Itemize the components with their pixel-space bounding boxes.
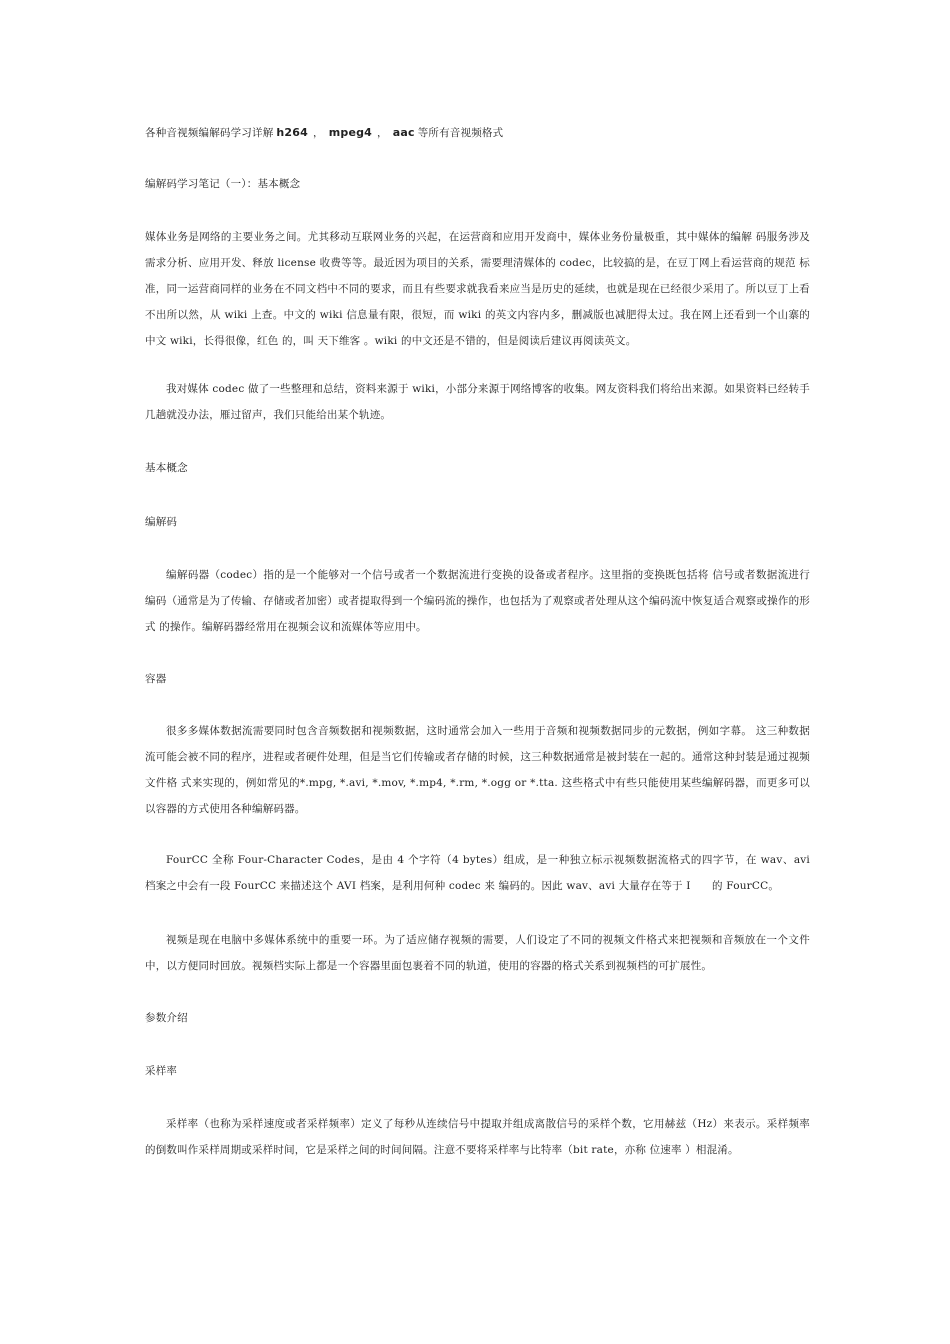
- document-title: [145, 120, 810, 146]
- title-mpeg4: mpeg4: [328, 126, 373, 139]
- paragraph-video: 视频是现在电脑中多媒体系统中的重要一环。为了适应储存视频的需要，人们设定了不同的视频文件格式来把视频和音频放在一个文件中，以方便同时回放。视频档实际上都是一个容器里面包裹着不同的轨道，使用的容器的格式关系到视频档的可扩展性。: [145, 934, 810, 972]
- title-aac: aac: [392, 126, 415, 139]
- title-comma-1: ，: [313, 127, 324, 139]
- paragraph-sources: 我对媒体 codec 做了一些整理和总结，资料来源于 wiki，小部分来源于网络博客的收集。网友资料我们将给出来源。如果资料已经转手几趟就没办法，雁过留声，我们只能给出某个轨迹。: [145, 383, 810, 421]
- title-suffix: 等所有音视频格式: [417, 127, 504, 139]
- document-subtitle: 编解码学习笔记（一）：基本概念: [145, 178, 301, 190]
- heading-basic-concepts: 基本概念: [145, 462, 188, 474]
- heading-container: 容器: [145, 673, 167, 685]
- paragraph-sampling-rate: 采样率（也称为采样速度或者采样频率）定义了每秒从连续信号中提取并组成离散信号的采样个数，它用赫兹（Hz）来表示。采样频率的倒数叫作采样周期或采样时间，它是采样之间的时间间隔。注意不要将采样率与比特率（bit rate，亦称 位速率 ）相混淆。: [145, 1118, 810, 1156]
- title-h264: h264: [276, 126, 308, 139]
- paragraph-fourcc: FourCC 全称 Four-Character Codes，是由 4 个字符（4 bytes）组成，是一种独立标示视频数据流格式的四字节，在 wav、avi 档案之中会有一段 FourCC 来描述这个 AVI 档案，是利用何种 codec 来 编码的。因此 wav、avi 大量存在等于 I 的 FourCC。: [145, 854, 810, 892]
- heading-sampling-rate: 采样率: [145, 1065, 178, 1077]
- paragraph-container: 很多多媒体数据流需要同时包含音频数据和视频数据，这时通常会加入一些用于音频和视频数据同步的元数据，例如字幕。 这三种数据流可能会被不同的程序，进程或者硬件处理，但是当它们传输或者存储的时候，这三种数据通常是被封装在一起的。通常这种封装是通过视频文件格 式来实现的，例如常见的*.mpg, *.avi, *.mov, *.mp4, *.rm, *.ogg or *.tta. 这些格式中有些只能使用某些编解码器，而更多可以以容器的方式使用各种编解码器。: [145, 725, 810, 815]
- paragraph-intro: 媒体业务是网络的主要业务之间。尤其移动互联网业务的兴起，在运营商和应用开发商中，媒体业务份量极重，其中媒体的编解 码服务涉及需求分析、应用开发、释放 license 收费等等。最近因为项目的关系，需要理清媒体的 codec，比较搞的是，在豆丁网上看运营商的规范 标准，同一运营商同样的业务在不同文档中不同的要求，而且有些要求就我看来应当是历史的延续，也就是现在已经很少采用了。所以豆丁上看不出所以然，从 wiki 上查。中文的 wiki 信息量有限，很短，而 wiki 的英文内容内多，删减版也减肥得太过。我在网上还看到一个山寨的中文 wiki，长得很像，红色 的，叫 天下维客 。wiki 的中文还是不错的，但是阅读后建议再阅读英文。: [145, 231, 810, 347]
- title-comma-2: ，: [377, 127, 388, 139]
- heading-codec: 编解码: [145, 516, 178, 528]
- paragraph-codec: 编解码器（codec）指的是一个能够对一个信号或者一个数据流进行变换的设备或者程序。这里指的变换既包括将 信号或者数据流进行编码（通常是为了传输、存储或者加密）或者提取得到一个编码流的操作，也包括为了观察或者处理从这个编码流中恢复适合观察或操作的形式 的操作。编解码器经常用在视频会议和流媒体等应用中。: [145, 569, 810, 633]
- title-prefix: 各种音视频编解码学习详解: [145, 127, 274, 139]
- heading-parameters: 参数介绍: [145, 1012, 188, 1024]
